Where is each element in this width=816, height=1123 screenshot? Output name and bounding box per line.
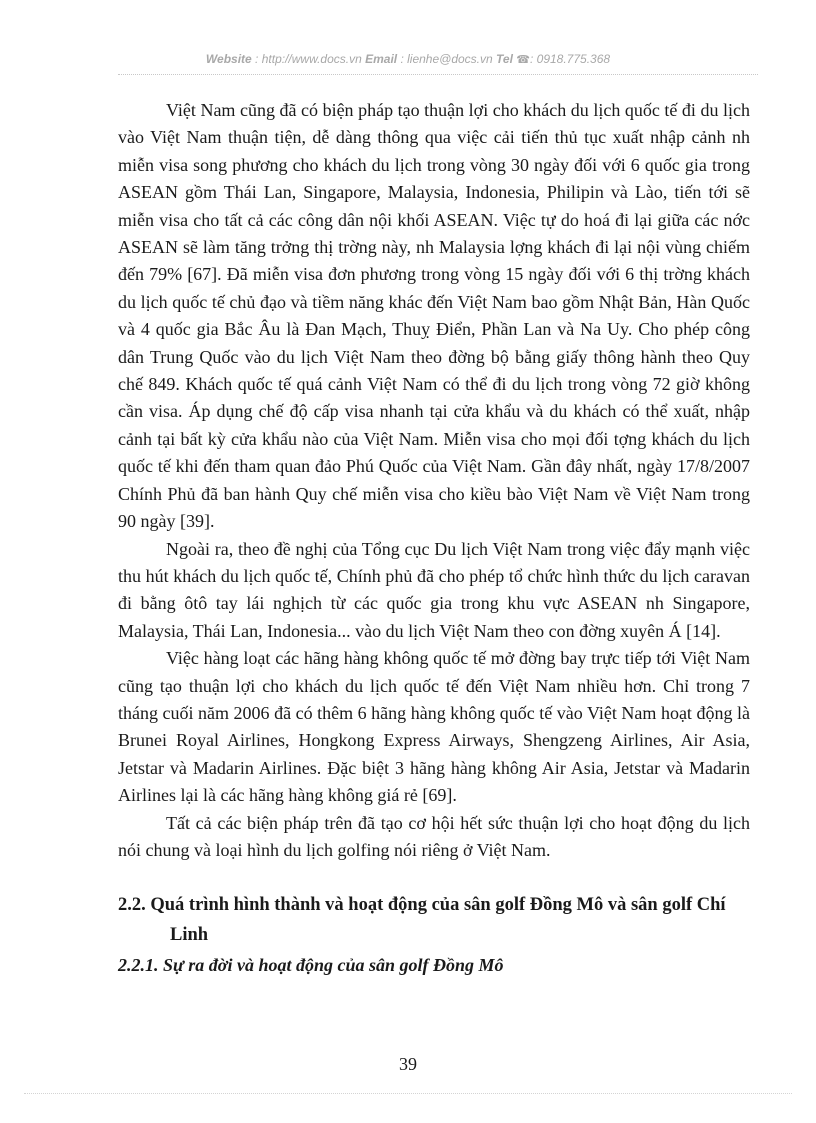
paragraph-conclusion: Tất cả các biện pháp trên đã tạo cơ hội hết sức thuận lợi cho hoạt động du lịch nói chung và loại hình du lịch golfing nói riêng ở Việt Nam. bbox=[118, 812, 750, 860]
page-content bbox=[118, 97, 750, 980]
tel-value: : 0918.775.368 bbox=[529, 52, 611, 66]
website-label: Website bbox=[205, 52, 252, 66]
paragraph-visa-policy: Việt Nam cũng đã có biện pháp tạo thuận lợi cho khách du lịch quốc tế đi du lịch vào Việt Nam thuận tiện, dễ dàng thông qua việc cải tiến thủ tục xuất nhập cảnh nh miễn visa song phương cho khách du lịch trong vòng 30 ngày đối với 6 quốc gia trong ASEAN gồm Thái Lan, Singapore, Malaysia, Indonesia, Philipin và Lào, tiến tới sẽ miễn visa cho tất cả các công dân nội khối ASEAN. Việc tự do hoá đi lại giữa các nớc ASEAN sẽ làm tăng trởng thị trờng này, nh Malaysia lợng khách đi lại nội vùng chiếm đến 79% [67]. Đã miễn visa đơn phương trong vòng 15 ngày đối với 6 thị trờng khách du lịch quốc tế chủ đạo và tiềm năng khác đến Việt Nam bao gồm Nhật Bản, Hàn Quốc và 4 quốc gia Bắc Âu là Đan Mạch, Thuỵ Điển, Phần Lan và Na Uy. Cho phép công dân Trung Quốc vào du lịch Việt Nam theo đờng bộ bằng giấy thông hành theo Quy chế 849. Khách quốc tế quá cảnh Việt Nam có thể đi du lịch trong vòng 72 giờ không cần visa. Áp dụng chế độ cấp visa nhanh tại cửa khẩu và du khách có thể xuất, nhập cảnh tại bất kỳ cửa khẩu nào của Việt Nam. Miễn visa cho mọi đối tợng khách du lịch quốc tế khi đến tham quan đảo Phú Quốc của Việt Nam. Gần đây nhất, ngày 17/8/2007 Chính Phủ đã ban hành Quy chế miễn visa cho kiều bào Việt Nam về Việt Nam trong 90 ngày [39]. bbox=[118, 100, 750, 532]
header-divider bbox=[118, 74, 758, 75]
phone-icon: ☎ bbox=[516, 54, 530, 66]
paragraph-caravan: Ngoài ra, theo đề nghị của Tổng cục Du lịch Việt Nam trong việc đẩy mạnh việc thu hút khách du lịch quốc tế, Chính phủ đã cho phép tổ chức hình thức du lịch caravan đi bằng ôtô tay lái nghịch từ các quốc gia trong khu vực ASEAN nh Singapore, Malaysia, Thái Lan, Indonesia... vào du lịch Việt Nam theo con đờng xuyên Á [14]. bbox=[118, 538, 750, 641]
page-number: 39 bbox=[399, 1054, 417, 1074]
section-heading bbox=[118, 890, 750, 950]
email-value: : lienhe@docs.vn bbox=[397, 52, 497, 66]
subsection-heading: 2.2.1. Sự ra đời và hoạt động của sân golf Đồng Mô bbox=[118, 955, 504, 976]
website-value: : http://www.docs.vn bbox=[251, 52, 366, 66]
paragraph-airlines: Việc hàng loạt các hãng hàng không quốc tế mở đờng bay trực tiếp tới Việt Nam cũng tạo thuận lợi cho khách du lịch quốc tế đến Việt Nam nhiều hơn. Chỉ trong 7 tháng cuối năm 2006 đã có thêm 6 hãng hàng không quốc tế vào Việt Nam hoạt động là Brunei Royal Airlines, Hongkong Express Airways, Shengzeng Airlines, Air Asia, Jetstar và Madarin Airlines. Đặc biệt 3 hãng hàng không Air Asia, Jetstar và Madarin Airlines lại là các hãng hàng không giá rẻ [69]. bbox=[118, 648, 750, 806]
footer-divider bbox=[24, 1093, 792, 1094]
section-heading-text: 2.2. Quá trình hình thành và hoạt động của sân golf Đồng Mô và sân golf Chí Linh bbox=[118, 895, 726, 946]
tel-label: Tel bbox=[496, 52, 513, 66]
email-label: Email bbox=[365, 52, 398, 66]
page-header bbox=[0, 52, 816, 66]
